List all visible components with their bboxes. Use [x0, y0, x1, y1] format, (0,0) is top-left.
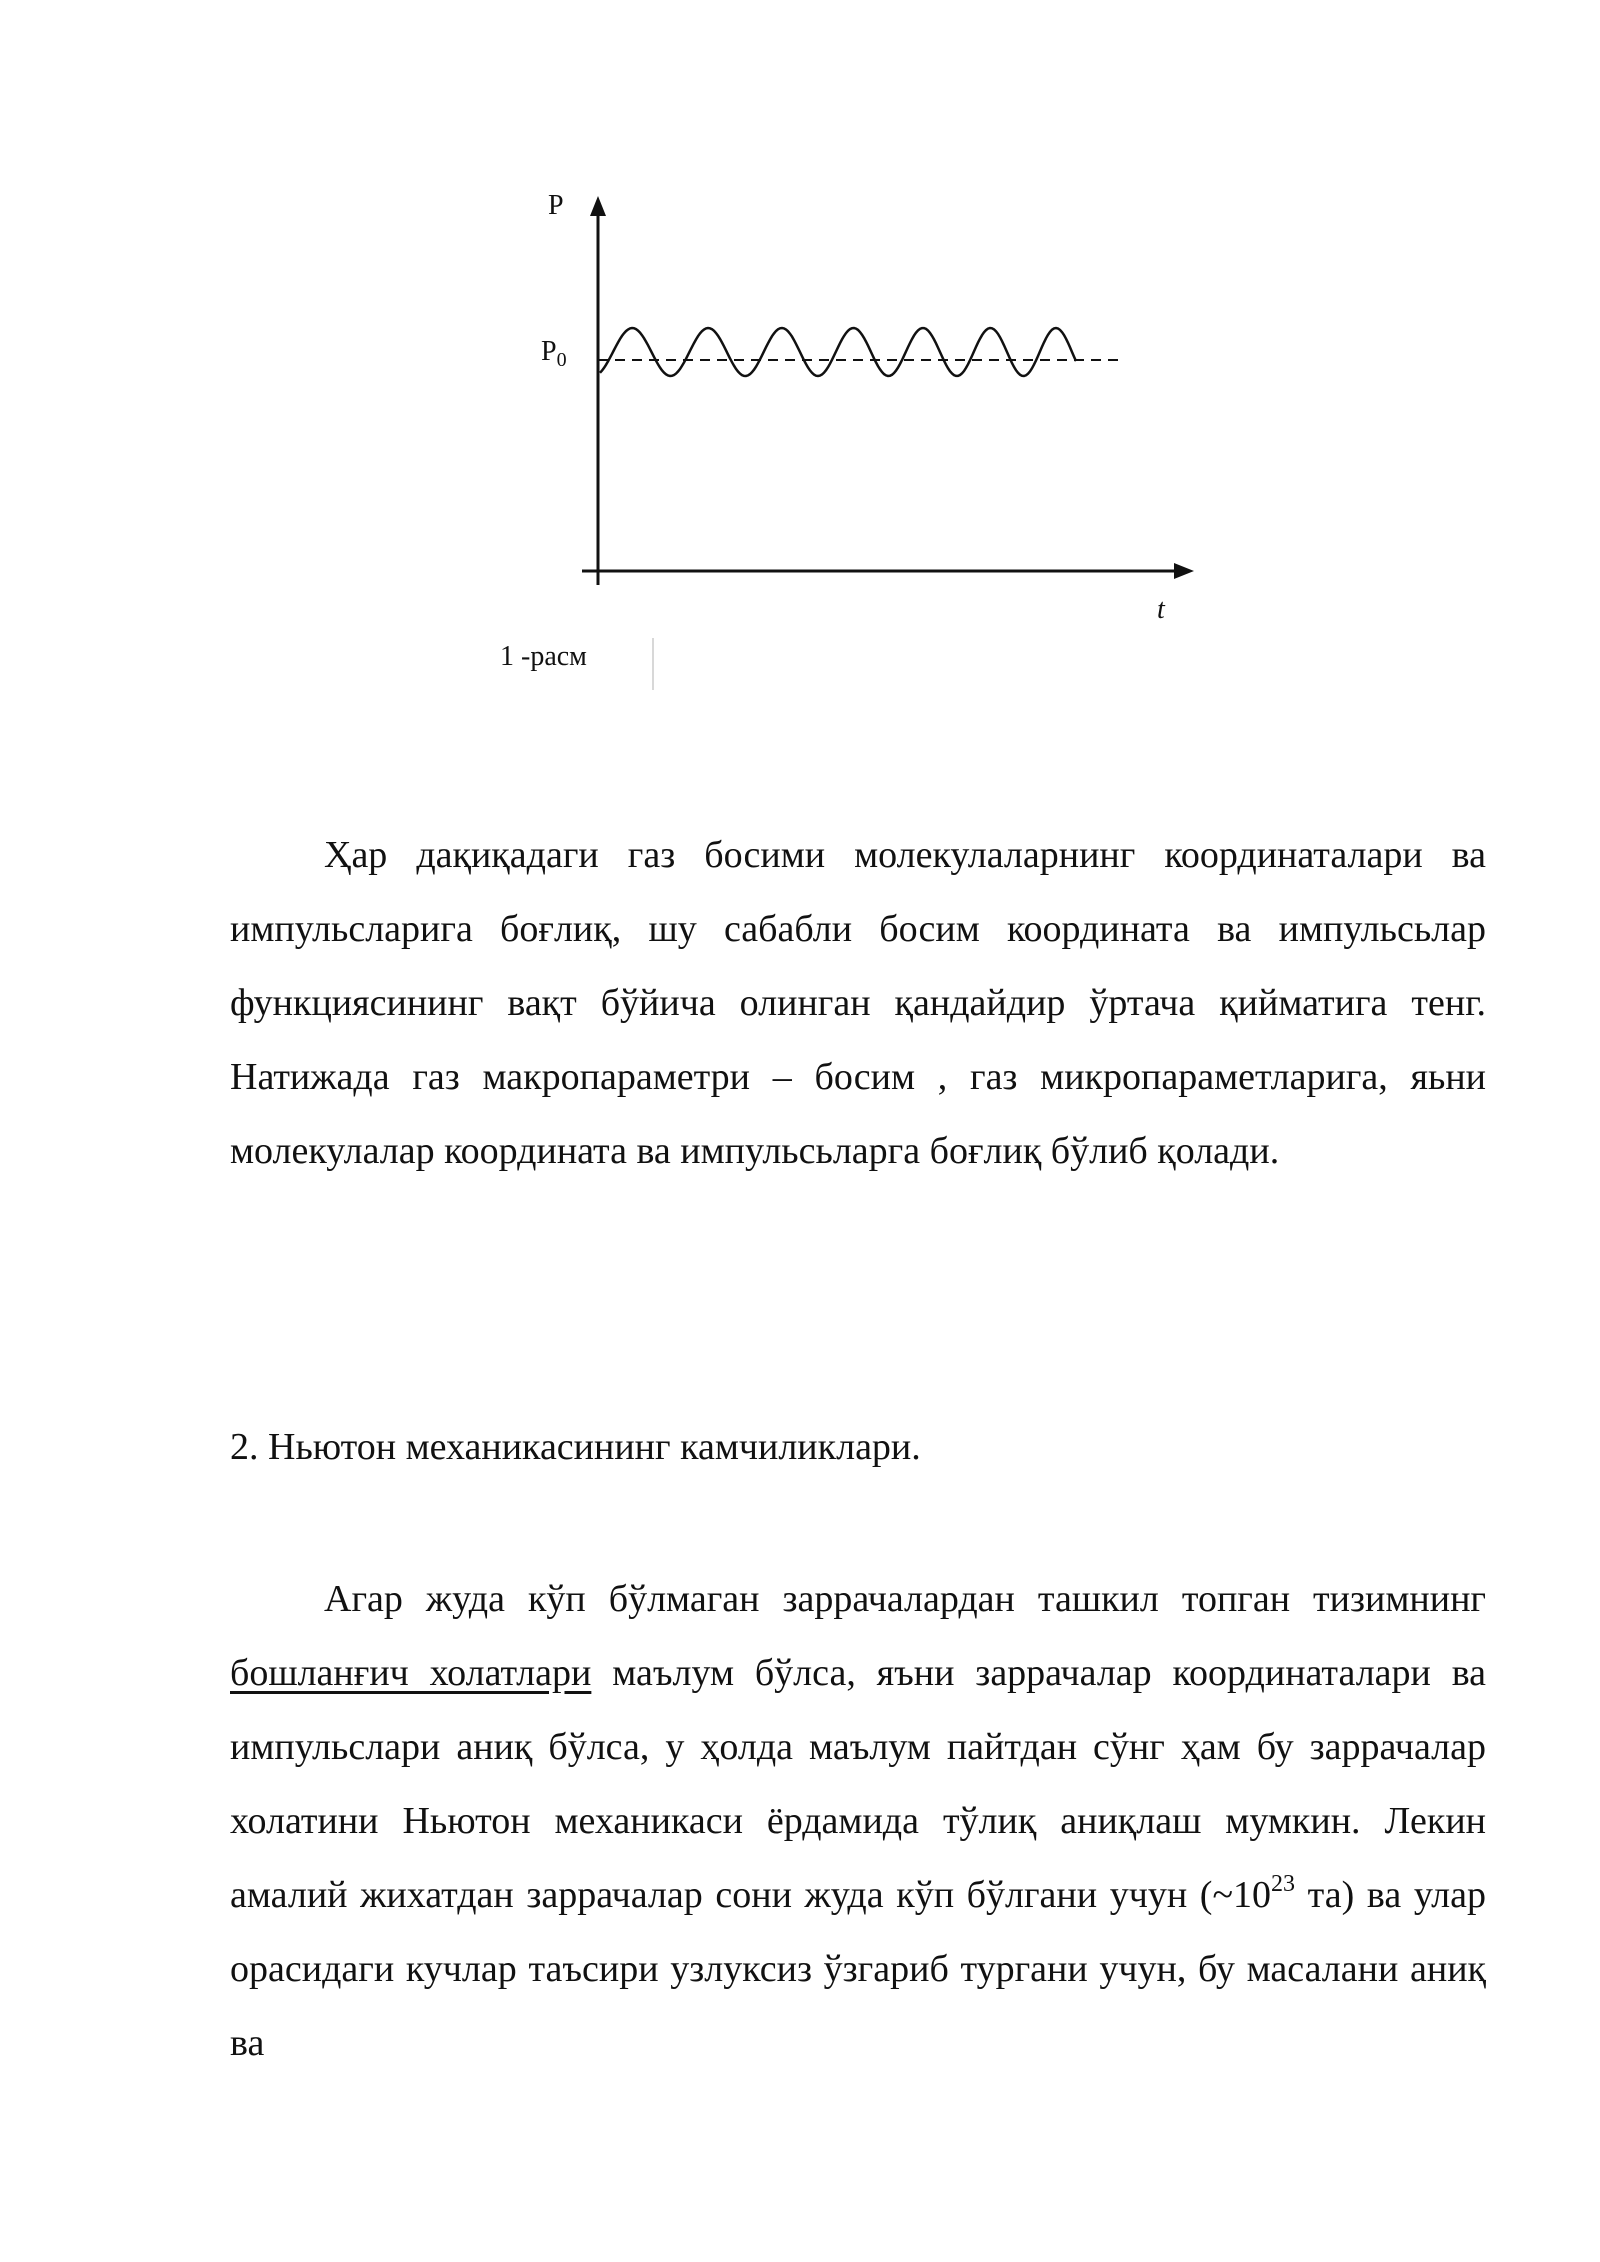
paragraph-newton-mechanics [230, 1562, 1486, 2080]
pressure-time-figure [0, 0, 1600, 720]
paragraph-newton-part3: та) ва улар орасидаги кучлар таъсири узлуксиз ўзгариб тургани учун, бу масалани аниқ ва [230, 1874, 1486, 2064]
paragraph-newton-part2: маълум бўлса, яъни заррачалар координаталари ва импульслари аниқ бўлса, у ҳолда маълум пайтдан сўнг ҳам бу заррачалар холатини Ньютон механикаси ёрдамида тўлиқ аниқлаш мумкин. Лекин амалий жихатдан заррачалар сони жуда кўп бўлгани учун (~10 [230, 1652, 1486, 1916]
figure-caption: 1 -расм [500, 641, 587, 672]
underlined-initial-states: бошланғич холатлари [230, 1652, 592, 1694]
y-axis-arrow [590, 196, 606, 216]
p0-label: $P_0$ [541, 336, 567, 371]
paragraph-newton-part1: Агар жуда кўп бўлмаган заррачалардан ташкил топган тизимнинг [324, 1578, 1486, 1620]
x-axis-arrow [1174, 563, 1194, 579]
paragraph-gas-pressure [230, 818, 1486, 1188]
y-axis-label: P [548, 190, 564, 221]
x-axis-label: t [1157, 594, 1165, 625]
pressure-fluctuation-curve [600, 328, 1076, 376]
exponent: 23 [1271, 1871, 1296, 1897]
caption-divider [652, 638, 654, 690]
paragraph-gas-pressure-text: Ҳар дақиқадаги газ босими молекулаларнинг координаталари ва импульсларига боғлиқ, шу сабабли босим координата ва импульсьлар функциясининг вақт бўйича олинган қандайдир ўртача қийматига тенг. Натижада газ макропараметри – босим , газ микропараметларига, яьни молекулалар координата ва импульсьларга боғлиқ бўлиб қолади. [230, 834, 1486, 1172]
section-heading: 2. Ньютон механикасининг камчиликлари. [230, 1426, 921, 1468]
